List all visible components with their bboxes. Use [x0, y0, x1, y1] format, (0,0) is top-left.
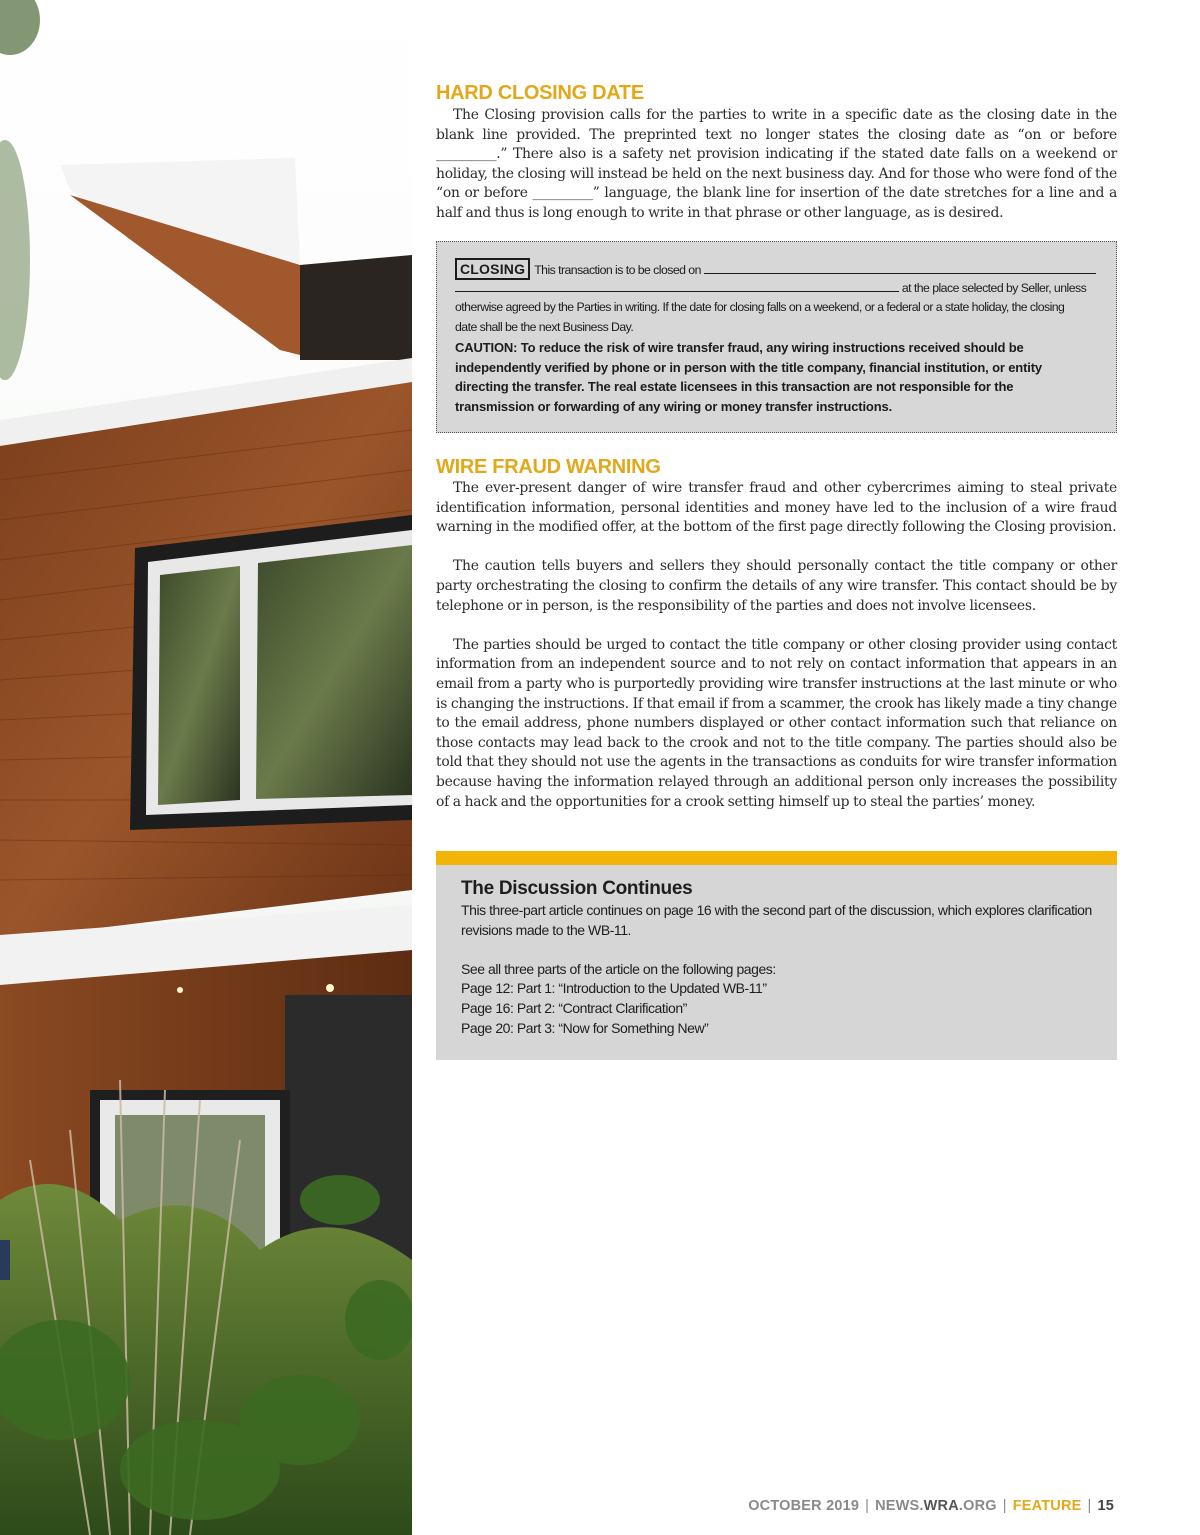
footer-section: FEATURE	[1012, 1498, 1082, 1514]
discussion-continues-box	[436, 865, 1117, 1060]
discussion-text	[461, 901, 1101, 1038]
form-line-2-text: at the place selected by Seller, unless	[901, 281, 1087, 295]
footer-site: NEWS.WRA.ORG	[875, 1498, 997, 1514]
form-line-4: date shall be the next Business Day.	[455, 320, 634, 334]
date-blank-line	[704, 262, 1096, 274]
discussion-title: The Discussion Continues	[461, 878, 693, 899]
page-footer: OCTOBER 2019 | NEWS.WRA.ORG | FEATURE | 15	[748, 1498, 1114, 1514]
section-heading: WIRE FRAUD WARNING	[436, 456, 661, 478]
discussion-part-3: Page 20: Part 3: “Now for Something New”	[461, 1019, 709, 1036]
discussion-part-1: Page 12: Part 1: “Introduction to the Updated WB-11”	[461, 980, 767, 997]
form-line-1	[455, 258, 1096, 280]
form-line-1-text: This transaction is to be closed on	[534, 263, 701, 277]
house-photo	[0, 0, 412, 1535]
closing-form-excerpt	[436, 241, 1117, 433]
discussion-intro: This three-part article continues on page 16 with the second part of the discussion, which explores clarification revisions made to the WB-11.	[461, 902, 1092, 938]
section-hard-closing-date	[436, 82, 1117, 224]
section-heading: HARD CLOSING DATE	[436, 82, 644, 104]
body-paragraph: The ever-present danger of wire transfer fraud and other cybercrimes aiming to steal private identification information, personal identities and money have led to the inclusion of a wire fraud warning in the modified offer, at the bottom of the first page directly following the Closing provision.	[436, 480, 1117, 536]
discussion-part-2: Page 16: Part 2: “Contract Clarification”	[461, 999, 687, 1016]
date-blank-line-continued	[455, 280, 899, 292]
footer-date: OCTOBER 2019	[748, 1498, 860, 1514]
form-line-2	[455, 280, 1086, 295]
discussion-see-all: See all three parts of the article on the following pages:	[461, 960, 776, 977]
page-number: 15	[1097, 1498, 1114, 1514]
wire-fraud-caution: CAUTION: To reduce the risk of wire transfer fraud, any wiring instructions received should be independently verified by phone or in person with the title company, financial institution, or entity directing the transfer. The real estate licensees in this transaction are not responsible for the transmission or forwarding of any wiring or money transfer instructions.	[455, 340, 1042, 414]
body-paragraph: The parties should be urged to contact the title company or other closing provider using contact information from an independent source and to not rely on contact information that appears in an email from a party who is purportedly providing wire transfer instructions at the last minute or who is changing the instructions. If that email if from a scammer, the crook has likely made a tiny change to the email address, phone numbers displayed or other contact information such that reliance on those contacts may lead back to the crook and not to the title company. The parties should also be told that they should not use the agents in the transactions as conduits for wire transfer information because having the information relayed through an additional person only increases the possibility of a hack and the opportunities for a crook setting himself up to steal the parties’ money.	[436, 636, 1117, 810]
discussion-accent-bar	[436, 851, 1117, 865]
form-line-3: otherwise agreed by the Parties in writing. If the date for closing falls on a weekend, or a federal or a state holiday, the closing	[455, 300, 1065, 314]
body-paragraph: The caution tells buyers and sellers they should personally contact the title company or other party orchestrating the closing to confirm the details of any wire transfer. This contact should be by telephone or in person, is the responsibility of the parties and does not involve licensees.	[436, 558, 1117, 614]
body-paragraph: The Closing provision calls for the parties to write in a specific date as the closing date in the blank line provided. The preprinted text no longer states the closing date as “on or before _________.” There also is a safety net provision indicating if the stated date falls on a weekend or holiday, the closing will instead be held on the next business day. And for those who were fond of the “on or before _________” language, the blank line for insertion of the date stretches for a line and a half and thus is long enough to write in that phrase or other language, as is desired.	[436, 107, 1117, 221]
closing-tag: CLOSING	[455, 258, 530, 280]
section-wire-fraud-warning	[436, 456, 1117, 812]
